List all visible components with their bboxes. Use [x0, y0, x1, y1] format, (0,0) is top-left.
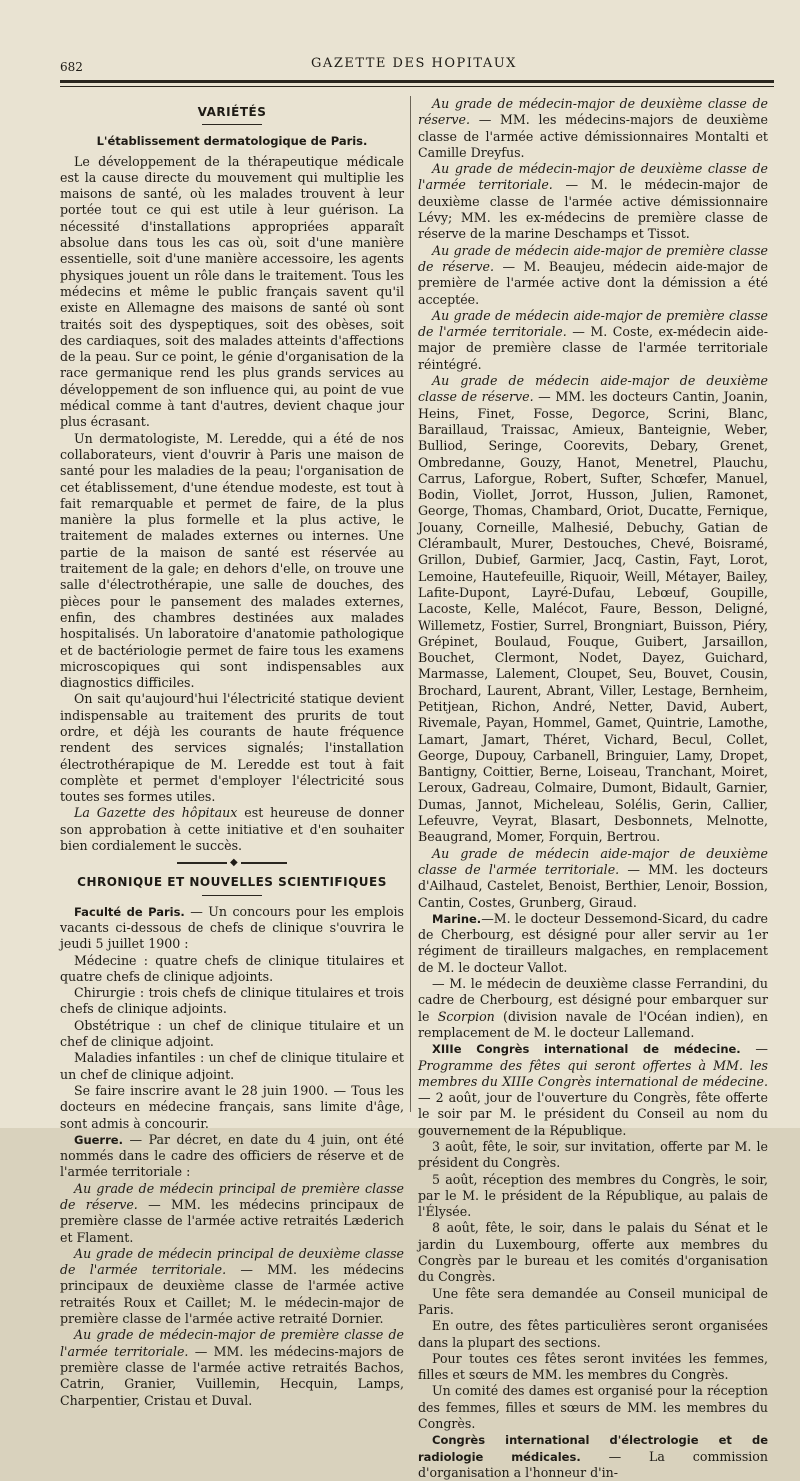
news-item	[418, 243, 768, 308]
news-item: Maladies infantiles : un chef de clinique titulaire et un chef de clinique adjoint.	[60, 1050, 404, 1082]
news-item	[418, 911, 768, 976]
paragraph-text: — M. Beaujeu, médecin aide-major de première de l'armée active dont la démission a été acceptée.	[418, 258, 768, 307]
paragraph-text: — Par décret, en date du 4 juin, ont été nommés dans le cadre des officiers de réserve et de l'armée territoriale :	[60, 1131, 404, 1180]
section-rule	[202, 124, 262, 125]
news-item	[418, 373, 768, 846]
grade-italic: Au grade de médecin-major de deuxième classe de réserve.	[418, 96, 768, 128]
paragraph-text: — Un concours pour les emplois vacants ci-dessous de chefs de clinique s'ouvrira le jeudi 5 juillet 1900 :	[60, 903, 405, 952]
news-item	[60, 1327, 404, 1408]
right-column	[418, 96, 768, 1481]
news-item	[60, 904, 404, 953]
page-number: 682	[60, 60, 83, 74]
news-item: Médecine : quatre chefs de clinique titulaires et quatre chefs de clinique adjoints.	[60, 952, 404, 984]
news-item: Se faire inscrire avant le 28 juin 1900. — Tous les docteurs en médecine français, sans limite d'âge, sont admis à concourir.	[60, 1082, 404, 1131]
grade-italic: Au grade de médecin aide-major de première classe de réserve.	[418, 242, 768, 274]
news-item	[60, 1132, 404, 1181]
news-item	[418, 161, 768, 242]
news-item: Un comité des dames est organisé pour la réception des femmes, filles et sœurs de MM. les membres du Congrès.	[418, 1383, 768, 1432]
grade-italic: Au grade de médecin principal de première classe de réserve.	[60, 1180, 404, 1212]
news-item: 3 août, fête, le soir, sur invitation, offerte par M. le président du Congrès.	[418, 1139, 768, 1171]
news-heading: Faculté de Paris.	[74, 904, 185, 919]
grade-italic: Au grade de médecin-major de deuxième classe de l'armée territoriale.	[418, 161, 768, 193]
news-item	[60, 1181, 404, 1246]
paragraph-text: — MM. les médecins principaux de première classe de l'armée active retraités Læderich et Flament.	[60, 1197, 405, 1245]
news-item	[418, 846, 768, 911]
news-item: Une fête sera demandée au Conseil municipal de Paris.	[418, 1285, 768, 1317]
fleuron-divider	[177, 862, 287, 864]
header-rule-thin	[60, 86, 774, 87]
news-item	[418, 308, 768, 373]
paragraph-text: — M. Coste, ex-médecin aide-major de première classe de l'armée territoriale réintégré.	[418, 324, 769, 372]
news-heading: Congrès international d'électrologie et de radiologie médicales.	[418, 1433, 768, 1464]
news-heading: XIIIe Congrès international de médecine.	[432, 1042, 741, 1057]
programme-italic: Programme des fêtes qui seront offertes à MM. les membres du XIIIe Congrès international de médecine.	[418, 1057, 768, 1089]
ship-name-italic: Scorpion	[437, 1008, 495, 1024]
left-column	[60, 96, 404, 1409]
news-item	[60, 1246, 404, 1327]
news-item: 5 août, réception des membres du Congrès, le soir, par le M. le président de la République, au palais de l'Élysée.	[418, 1171, 768, 1220]
news-item: Obstétrique : un chef de clinique titulaire et un chef de clinique adjoint.	[60, 1017, 404, 1050]
article-paragraph: On sait qu'aujourd'hui l'électricité statique devient indispensable au traitement des prurits de tout ordre, et déjà les courants de haute fréquence rendent des services signalés; l'installation électrothérapique de M. Leredde est tout à fait complète et permet d'employer l'électricité sous toutes ses formes utiles.	[60, 691, 404, 805]
paragraph-text: — La commission d'organisation a l'honneur d'in-	[418, 1448, 768, 1480]
news-item: Pour toutes ces fêtes seront invitées les femmes, filles et sœurs de MM. les membres du Congrès.	[418, 1350, 768, 1383]
journal-title: GAZETTE DES HOPITAUX	[311, 56, 517, 71]
grade-italic: Au grade de médecin aide-major de deuxième classe de l'armée territoriale.	[418, 845, 768, 877]
paragraph-text: — M. le médecin-major de deuxième classe de l'armée active démissionnaire Lévy; MM. les ex-médecins de première classe de réserve de la marine Deschamps et Tissot.	[418, 177, 768, 242]
paragraph-text: — MM. les docteurs Cantin, Joanin, Heins, Finet, Fosse, Degorce, Scrini, Blanc, Baraillaud, Traissac, Amieux, Banteignie, Weber, Bulliod, Seringe, Coorevits, Debary, Grenet, Ombredanne, Gouzy, Hanot, Menetrel, Plauchu, Carrus, Laforgue, Robert, Sufter, Schœfer, Manuel, Bodin, Viollet, Jorrot, Husson, Julien, Ramonet, George, Thomas, Chambard, Oriot, Ducatte, Fernique, Jouany, Corneille, Malhesié, Debuchy, Gatian de Clérambault, Murer, Destouches, Chevé, Boisramé, Grillon, Dubief, Garmier, Jacq, Castin, Fayt, Lorot, Lemoine, Hautefeuille, Riquoir, Weill, Métayer, Bailey, Lafite-Dupont, Layré-Dufau, Lebœuf, Goupille, Lacoste, Kelle, Malécot, Faure, Besson, Deligné, Willemetz, Fostier, Surrel, Brongniart, Buisson, Piéry, Grépinet, Boulaud, Fouque, Guibert, Jarsaillon, Bouchet, Clermont, Nodet, Dayez, Guichard, Marmasse, Lalement, Cloupet, Seu, Bouvet, Cousin, Brochard, Laurent, Abrant, Viller, Lestage, Bernheim, Petitjean, Richon, André, Netter, David, Aubert, Rivemale, Payan, Hommel, Gamet, Quintrie, Lamothe, Lamart, Jamart, Théret, Vichard, Becul, Collet, George, Dupouy, Carbanell, Bringuier, Lamy, Dropet, Bantigny, Coittier, Berne, Loiseau, Tranchant, Moiret, Leroux, Gadreau, Colmaire, Dumont, Bidault, Garnier, Dumas, Jannot, Micheleau, Solélis, Gerin, Callier, Lefeuvre, Veyrat, Blasart, Desbonnets, Melnotte, Beaugrand, Momer, Forquin, Bertrou.	[418, 389, 768, 845]
news-item	[418, 976, 768, 1041]
article-paragraph	[60, 805, 404, 854]
news-item: 8 août, fête, le soir, dans le palais du Sénat et le jardin du Luxembourg, offerte aux membres du Congrès par le bureau et les comités d'organisation du Congrès.	[418, 1220, 768, 1285]
paragraph-text: —	[740, 1041, 768, 1057]
column-divider	[410, 96, 411, 1112]
paragraph-text: (division navale de l'Océan indien), en remplacement de M. le docteur Lallemand.	[418, 1008, 768, 1040]
paragraph-text: — 2 août, jour de l'ouverture du Congrès, fête offerte le soir par M. le président du Conseil au nom du gouvernement de la République.	[418, 1090, 768, 1138]
article-paragraph: Le développement de la thérapeutique médicale est la cause directe du mouvement qui multiplie les maisons de santé, où les malades trouvent à leur portée tout ce qui est utile à leur guérison. La nécessité d'installations appropriées apparaît absolue dans tous les cas où, soit d'une manière essentielle, soit d'une manière accessoire, les agents physiques jouent un rôle dans le traitement. Tous les médecins et même le public français savent qu'il existe en Allemagne des maisons de santé où sont traités soit des dyspeptiques, soit des obèses, soit des cardiaques, soit des malades atteints d'affections de la peau. Sur ce point, le génie d'organisation de la race germanique rend les plus grands services au développement de son influence qui, au point de vue médical comme à tant d'autres, devient chaque jour plus écrasant.	[60, 153, 404, 430]
paragraph-text: — M. le médecin de deuxième classe Ferrandini, du cadre de Cherbourg, est désigné pour embarquer sur le	[418, 976, 768, 1024]
article-paragraph: Un dermatologiste, M. Leredde, qui a été de nos collaborateurs, vient d'ouvrir à Paris une maison de santé pour les maladies de la peau; l'organisation de cet établissement, d'une étendue modeste, est tout à fait remarquable et permet de faire, de la plus manière la plus formelle et la plus active, le traitement de malades externes ou internes. Une partie de la maison de santé est réservée au traitement de la gale; en dehors d'elle, on trouve une salle d'électrothérapie, une salle de douches, des pièces pour le pansement des malades externes, enfin, des chambres destinées aux malades hospitalisés. Un laboratoire d'anatomie pathologique et de bactériologie permet de faire tous les examens microscopiques qui sont indispensables aux diagnostics difficiles.	[60, 430, 404, 691]
news-item	[418, 1432, 768, 1481]
news-item: En outre, des fêtes particulières seront organisées dans la plupart des sections.	[418, 1318, 768, 1350]
news-item	[418, 1041, 768, 1139]
news-heading: Guerre.	[74, 1132, 123, 1147]
grade-italic: Au grade de médecin principal de deuxième classe de l'armée territoriale.	[60, 1245, 404, 1278]
article-title: L'établissement dermatologique de Paris.	[96, 134, 368, 149]
paragraph-text: — MM. les médecins-majors de première classe de l'armée active retraités Bachos, Catrin, Granier, Vuillemin, Hecquin, Lamps, Charpentier, Cristau et Duval.	[60, 1343, 404, 1408]
section-title-varietes: VARIÉTÉS	[197, 105, 267, 119]
page-header	[60, 54, 768, 76]
grade-italic: Au grade de médecin-major de première classe de l'armée territoriale.	[60, 1327, 404, 1359]
section-title-chronique: CHRONIQUE ET NOUVELLES SCIENTIFIQUES	[77, 875, 387, 890]
grade-italic: Au grade de médecin aide-major de deuxième classe de réserve.	[418, 373, 768, 405]
paragraph-text: — MM. les docteurs d'Ailhaud, Castelet, Benoist, Berthier, Lenoir, Bossion, Cantin, Costes, Grunberg, Giraud.	[418, 861, 769, 910]
header-rule-thick	[60, 80, 774, 83]
paragraph-text: est heureuse de donner son approbation à cette initiative et d'en souhaiter bien cordialement le succès.	[60, 805, 404, 854]
grade-italic: Au grade de médecin aide-major de première classe de l'armée territoriale.	[418, 307, 768, 340]
paragraph-text: —M. le docteur Dessemond-Sicard, du cadre de Cherbourg, est désigné pour aller servir au 1er régiment de tirailleurs malgaches, en remplacement de M. le docteur Vallot.	[418, 910, 768, 975]
news-item: Chirurgie : trois chefs de clinique titulaires et trois chefs de clinique adjoints.	[60, 985, 404, 1017]
section-rule	[202, 895, 262, 896]
paragraph-text: — MM. les médecins-majors de deuxième classe de l'armée active démissionnaires Montalti et Camille Dreyfus.	[418, 112, 768, 160]
journal-name-italic: La Gazette des hôpitaux	[74, 805, 238, 821]
news-item	[418, 96, 768, 161]
paragraph-text: — MM. les médecins principaux de deuxième classe de l'armée active retraités Roux et Caillet; M. le médecin-major de première classe de l'armée active retraité Dornier.	[60, 1262, 404, 1327]
news-heading: Marine.	[432, 911, 482, 926]
